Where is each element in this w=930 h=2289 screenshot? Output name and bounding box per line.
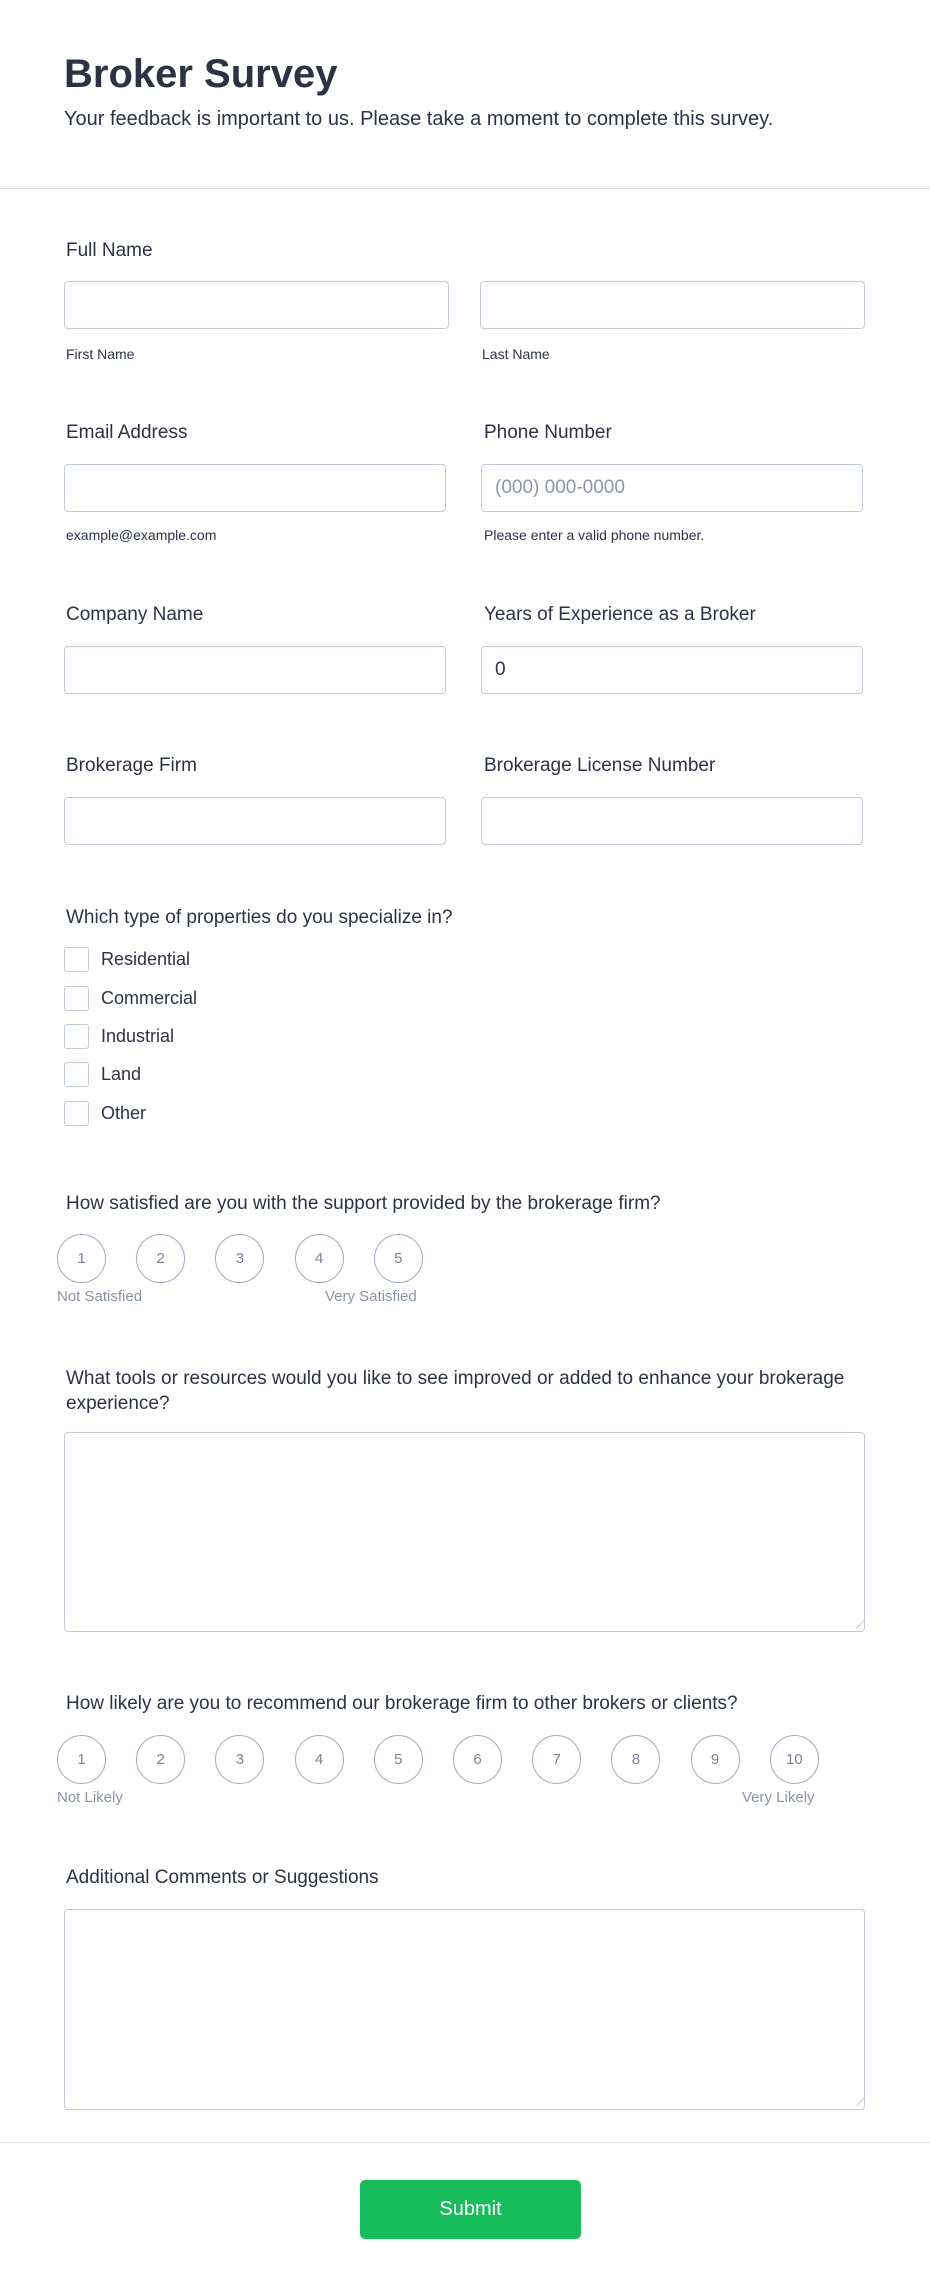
recommend-option-5[interactable]: 5 xyxy=(374,1735,423,1784)
footer-divider xyxy=(0,2142,930,2143)
recommend-option-8[interactable]: 8 xyxy=(611,1735,660,1784)
full-name-label: Full Name xyxy=(66,240,153,261)
tools-textarea[interactable] xyxy=(64,1432,865,1632)
experience-label: Years of Experience as a Broker xyxy=(484,604,756,625)
satisfaction-option-1[interactable]: 1 xyxy=(57,1234,106,1283)
checkbox-label: Residential xyxy=(101,949,191,969)
checkbox-box[interactable] xyxy=(64,947,89,972)
checkbox-label: Commercial xyxy=(101,988,198,1008)
satisfaction-option-4[interactable]: 4 xyxy=(295,1234,344,1283)
license-label: Brokerage License Number xyxy=(484,755,716,776)
recommend-option-4[interactable]: 4 xyxy=(295,1735,344,1784)
checkbox-land[interactable] xyxy=(64,1062,141,1087)
resize-grip-icon[interactable] xyxy=(849,1620,865,1628)
checkbox-other[interactable] xyxy=(64,1101,146,1126)
phone-help: Please enter a valid phone number. xyxy=(484,527,705,543)
recommend-option-3[interactable]: 3 xyxy=(215,1735,264,1784)
recommend-high-label: Very Likely xyxy=(742,1789,815,1806)
tools-question: What tools or resources would you like to see improved or added to enhance your brokerage experience? xyxy=(66,1368,845,1414)
recommend-option-10[interactable]: 10 xyxy=(770,1735,819,1784)
page-subtitle: Your feedback is important to us. Please take a moment to complete this survey. xyxy=(64,108,774,130)
specialize-question: Which type of properties do you specialize in? xyxy=(66,907,453,928)
checkbox-label: Land xyxy=(101,1064,142,1084)
checkbox-label: Industrial xyxy=(101,1026,175,1046)
recommend-question: How likely are you to recommend our brokerage firm to other brokers or clients? xyxy=(66,1693,738,1714)
checkbox-residential[interactable] xyxy=(64,947,190,972)
submit-button[interactable]: Submit xyxy=(360,2180,581,2239)
header-divider xyxy=(0,188,930,189)
checkbox-box[interactable] xyxy=(64,1101,89,1126)
email-input[interactable] xyxy=(64,464,446,512)
experience-input[interactable]: 0 xyxy=(481,646,863,694)
recommend-option-2[interactable]: 2 xyxy=(136,1735,185,1784)
first-name-sublabel: First Name xyxy=(66,346,135,362)
satisfaction-option-5[interactable]: 5 xyxy=(374,1234,423,1283)
satisfaction-question: How satisfied are you with the support provided by the brokerage firm? xyxy=(66,1193,661,1214)
page-title: Broker Survey xyxy=(64,52,338,96)
recommend-option-9[interactable]: 9 xyxy=(691,1735,740,1784)
last-name-sublabel: Last Name xyxy=(482,346,550,362)
satisfaction-high-label: Very Satisfied xyxy=(325,1288,417,1305)
satisfaction-low-label: Not Satisfied xyxy=(57,1288,143,1305)
company-label: Company Name xyxy=(66,604,204,625)
recommend-option-1[interactable]: 1 xyxy=(57,1735,106,1784)
recommend-low-label: Not Likely xyxy=(57,1789,123,1806)
checkbox-label: Other xyxy=(101,1103,147,1123)
satisfaction-option-2[interactable]: 2 xyxy=(136,1234,185,1283)
comments-label: Additional Comments or Suggestions xyxy=(66,1867,379,1888)
phone-label: Phone Number xyxy=(484,422,612,443)
email-label: Email Address xyxy=(66,422,188,443)
firm-label: Brokerage Firm xyxy=(66,755,197,776)
checkbox-commercial[interactable] xyxy=(64,986,197,1011)
last-name-input[interactable] xyxy=(480,281,865,329)
checkbox-box[interactable] xyxy=(64,1062,89,1087)
first-name-input[interactable] xyxy=(64,281,449,329)
resize-grip-icon[interactable] xyxy=(849,2098,865,2106)
comments-textarea[interactable] xyxy=(64,1909,865,2110)
company-input[interactable] xyxy=(64,646,446,694)
email-help: example@example.com xyxy=(66,527,217,543)
checkbox-box[interactable] xyxy=(64,986,89,1011)
satisfaction-option-3[interactable]: 3 xyxy=(215,1234,264,1283)
checkbox-box[interactable] xyxy=(64,1024,89,1049)
firm-input[interactable] xyxy=(64,797,446,845)
phone-input[interactable]: (000) 000-0000 xyxy=(481,464,863,512)
recommend-option-6[interactable]: 6 xyxy=(453,1735,502,1784)
recommend-option-7[interactable]: 7 xyxy=(532,1735,581,1784)
checkbox-industrial[interactable] xyxy=(64,1024,174,1049)
license-input[interactable] xyxy=(481,797,863,845)
